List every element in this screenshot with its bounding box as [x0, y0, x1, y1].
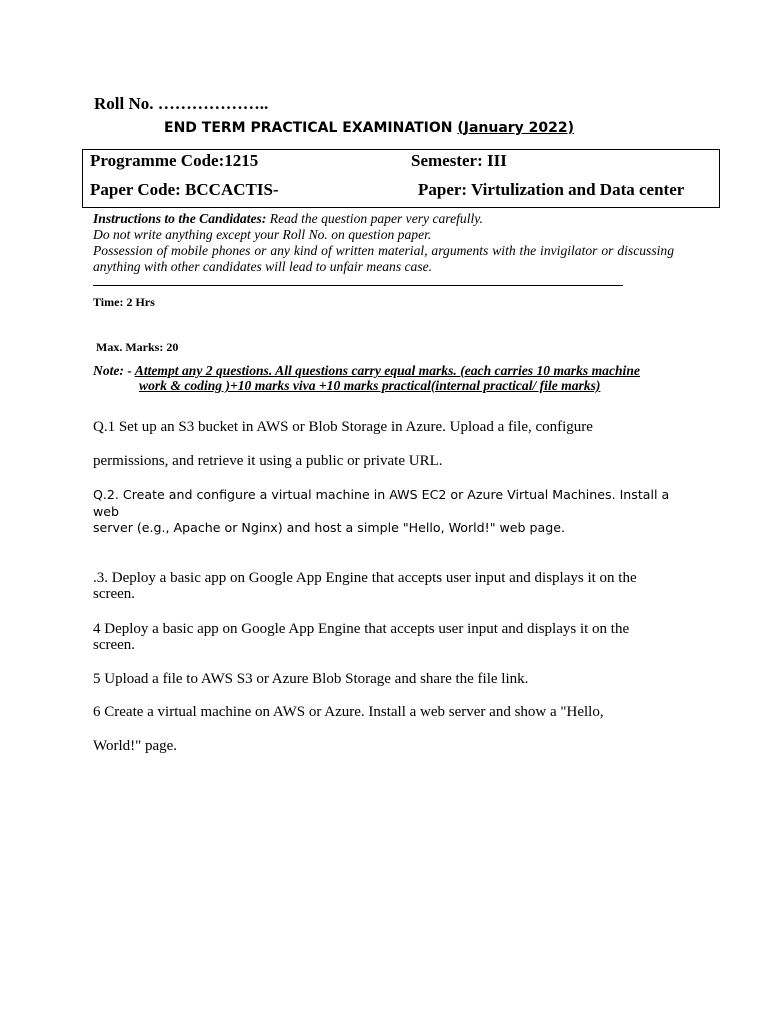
exam-title [164, 120, 574, 136]
semester: Semester: III [411, 151, 507, 170]
instructions [93, 211, 674, 275]
question-1-line-2: permissions, and retrieve it using a public or private URL. [93, 453, 443, 469]
note [93, 363, 693, 393]
instructions-line-1 [93, 211, 674, 227]
question-5: 5 Upload a file to AWS S3 or Azure Blob Storage and share the file link. [93, 671, 529, 687]
exam-time: Time: 2 Hrs [93, 295, 155, 309]
question-3-line-2: screen. [93, 586, 136, 602]
programme-code: Programme Code:1215 [90, 151, 259, 170]
instructions-text-1: Read the question paper very carefully. [266, 211, 483, 226]
roll-number: Roll No. ……………….. [94, 94, 269, 113]
note-label: Note: - [93, 363, 135, 378]
question-2-line-1: Q.2. Create and configure a virtual machine in AWS EC2 or Azure Virtual Machines. Install a web [93, 487, 670, 519]
instructions-line-2: Do not write anything except your Roll No. on question paper. [93, 227, 432, 242]
question-6-line-2: World!" page. [93, 738, 178, 754]
exam-info-box [82, 149, 720, 208]
question-3-line-1: .3. Deploy a basic app on Google App Engine that accepts user input and displays it on the [93, 570, 637, 586]
exam-title-year: (January 2022) [457, 120, 575, 136]
note-text-2: work & coding )+10 marks viva +10 marks practical(internal practical/ file marks) [139, 378, 601, 393]
divider-line [93, 285, 623, 286]
question-2-line-2: server (e.g., Apache or Nginx) and host a simple "Hello, World!" web page. [93, 520, 566, 535]
note-line-2 [93, 378, 693, 393]
max-marks: Max. Marks: 20 [96, 340, 179, 354]
question-1-line-1: Q.1 Set up an S3 bucket in AWS or Blob Storage in Azure. Upload a file, configure [93, 419, 593, 435]
paper-name: Paper: Virtulization and Data center [418, 180, 685, 199]
instructions-label: Instructions to the Candidates: [93, 211, 267, 226]
note-text-1: Attempt any 2 questions. All questions carry equal marks. (each carries 10 marks machine [134, 363, 640, 378]
note-line-1 [93, 363, 693, 378]
question-6-line-1: 6 Create a virtual machine on AWS or Azure. Install a web server and show a "Hello, [93, 704, 604, 720]
paper-code: Paper Code: BCCACTIS- [90, 180, 279, 199]
exam-title-main: END TERM PRACTICAL EXAMINATION [164, 120, 458, 136]
question-4-line-2: screen. [93, 637, 136, 653]
instructions-line-3: Possession of mobile phones or any kind of written material, arguments with the invigilator or discussing anything with other candidates will lead to unfair means case. [93, 243, 674, 274]
question-4-line-1: 4 Deploy a basic app on Google App Engine that accepts user input and displays it on the [93, 621, 630, 637]
